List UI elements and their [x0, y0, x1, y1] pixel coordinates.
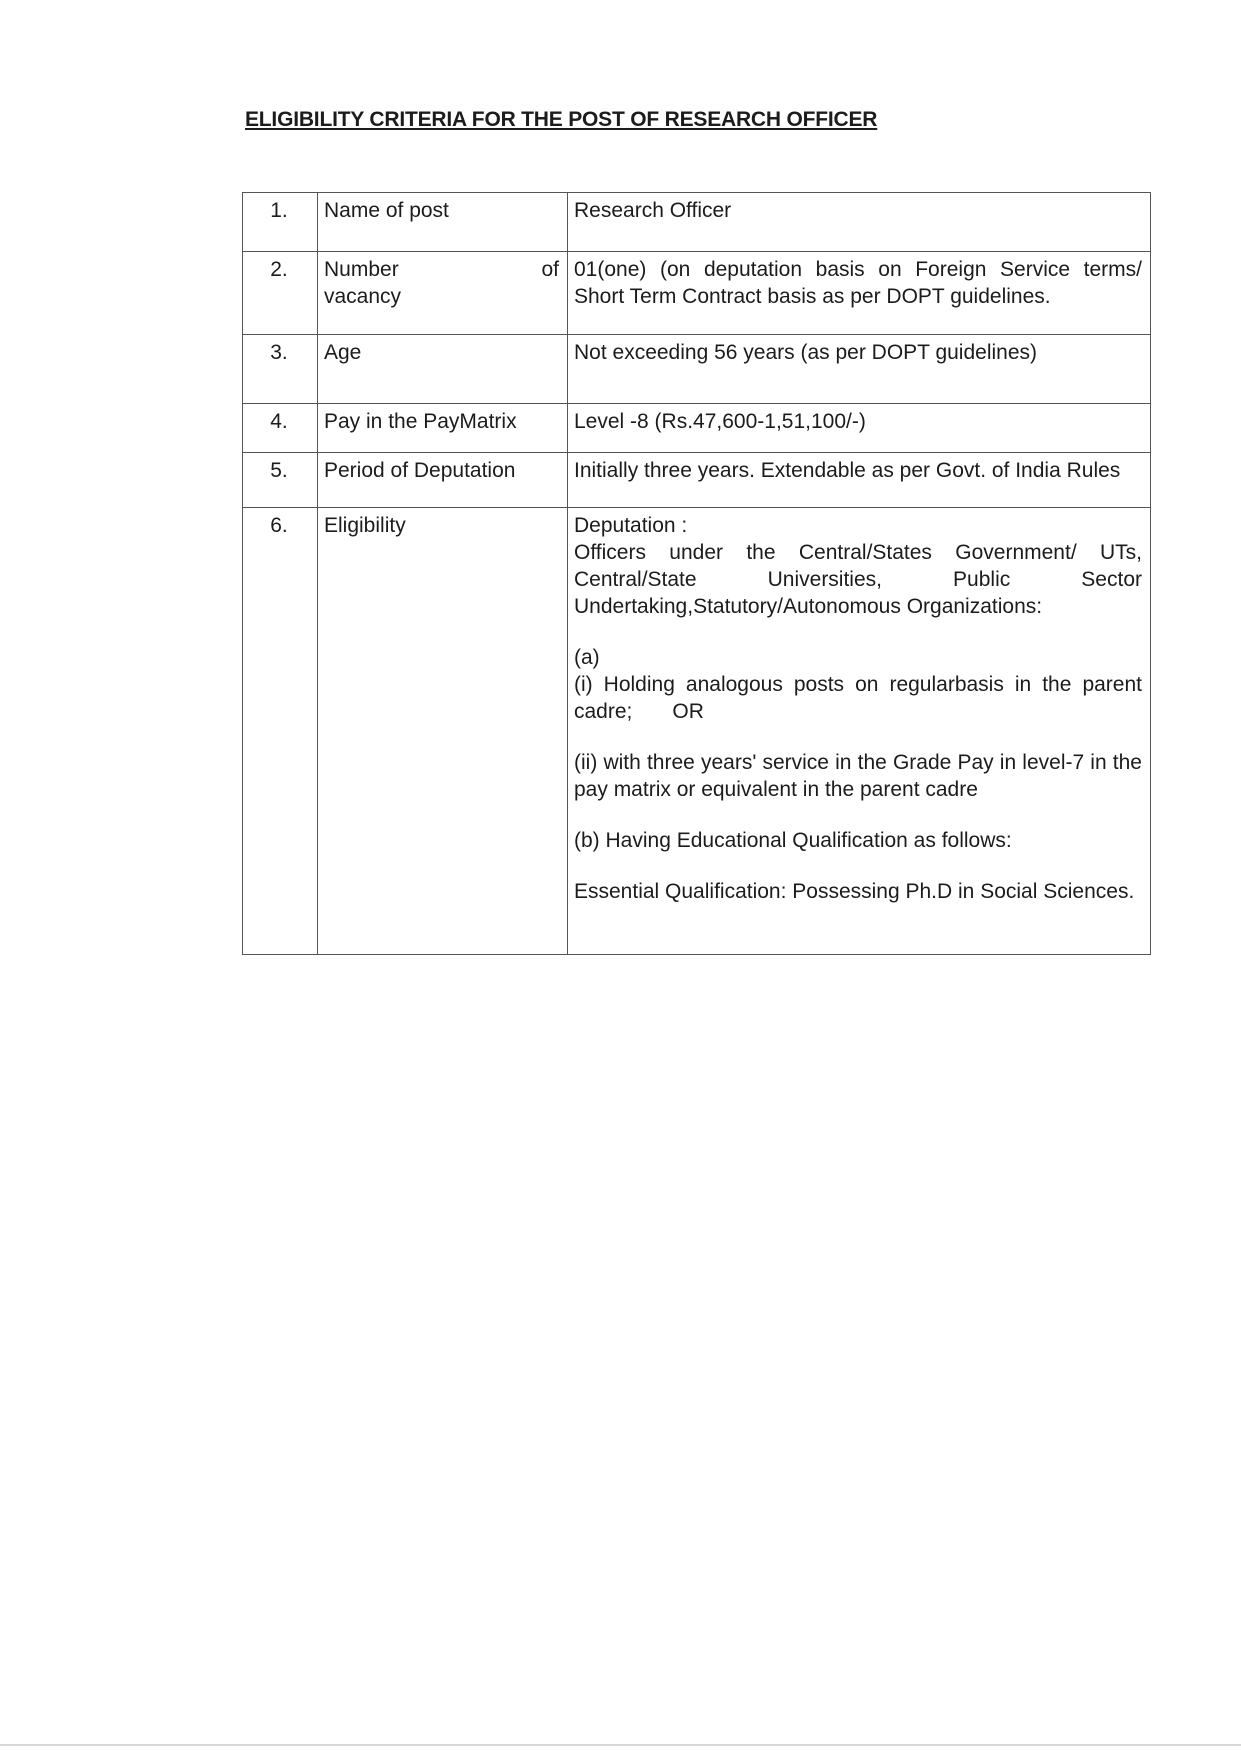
row-label-part: Number — [324, 258, 399, 281]
table-row — [243, 508, 1151, 955]
row-value: Not exceeding 56 years (as per DOPT guidelines) — [568, 335, 1151, 404]
row-label: Age — [318, 335, 568, 404]
row-number: 1. — [243, 193, 318, 252]
table-row — [243, 193, 1151, 252]
row-label-part: vacancy — [324, 285, 402, 308]
row-label-part: of — [541, 258, 559, 281]
row-number: 6. — [243, 508, 318, 955]
or-separator: OR — [672, 700, 704, 723]
row-label: Name of post — [318, 193, 568, 252]
essential-qualification: Essential Qualification: Possessing Ph.D in Social Sciences. — [574, 880, 1135, 903]
row-value: Research Officer — [568, 193, 1151, 252]
eligibility-table — [242, 192, 1151, 955]
table-row — [243, 404, 1151, 453]
row-value: 01(one) (on deputation basis on Foreign Service terms/ Short Term Contract basis as per DOPT guidelines. — [568, 252, 1151, 335]
table-row — [243, 252, 1151, 335]
deputation-heading: Deputation : — [574, 514, 688, 537]
clause-a-ii: (ii) with three years' service in the Grade Pay in level-7 in the pay matrix or equivalent in the parent cadre — [574, 751, 1142, 801]
page-title: ELIGIBILITY CRITERIA FOR THE POST OF RESEARCH OFFICER — [245, 108, 878, 131]
clause-a-i-text: (i) Holding analogous posts on regularbasis in the parent cadre; — [574, 673, 1142, 723]
row-number: 4. — [243, 404, 318, 453]
row-label — [318, 252, 568, 335]
clause-b: (b) Having Educational Qualification as follows: — [574, 829, 1012, 852]
eligibility-details — [568, 508, 1151, 955]
row-number: 3. — [243, 335, 318, 404]
clause-a-i — [574, 671, 1142, 725]
table-row — [243, 453, 1151, 508]
row-value: Initially three years. Extendable as per Govt. of India Rules — [568, 453, 1151, 508]
deputation-intro: Officers under the Central/States Government/ UTs, Central/State Universities, Public Sector Undertaking,Statutory/Autonomous Organizations: — [574, 541, 1142, 618]
row-number: 5. — [243, 453, 318, 508]
row-label: Period of Deputation — [318, 453, 568, 508]
row-number: 2. — [243, 252, 318, 335]
clause-a-label: (a) — [574, 646, 600, 669]
row-label: Eligibility — [318, 508, 568, 955]
table-row — [243, 335, 1151, 404]
row-label: Pay in the PayMatrix — [318, 404, 568, 453]
page-edge-divider — [0, 1744, 1241, 1746]
row-value: Level -8 (Rs.47,600-1,51,100/-) — [568, 404, 1151, 453]
